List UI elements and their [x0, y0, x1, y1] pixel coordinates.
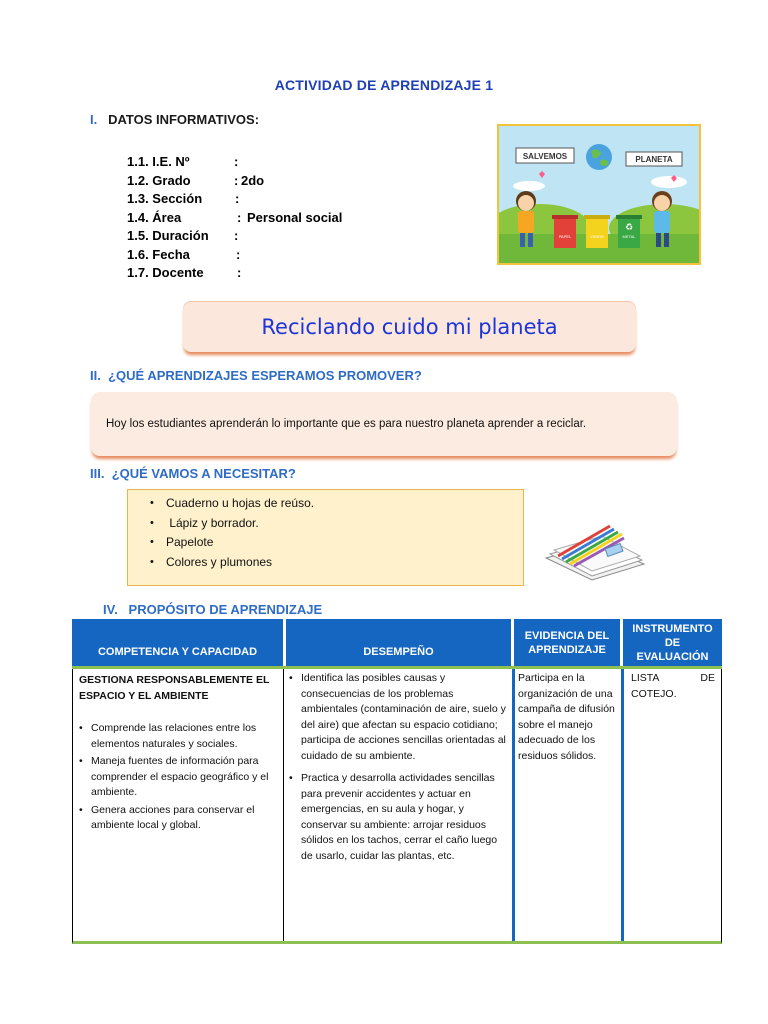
bullet: • — [150, 516, 154, 529]
info-label: 1.4. Área — [127, 209, 182, 225]
list-item — [79, 803, 279, 834]
cell-desempeno — [289, 671, 511, 943]
info-label: 1.7. Docente — [127, 265, 204, 280]
cell-competencia — [79, 673, 279, 945]
material-text: Cuaderno u hojas de reúso. — [166, 496, 315, 510]
bin-label-2: VIDRIO — [590, 234, 604, 239]
header-competencia: COMPETENCIA Y CAPACIDAD — [97, 645, 258, 658]
instrumento-line — [631, 671, 715, 687]
info-colon: : — [234, 228, 239, 243]
list-item — [289, 671, 511, 764]
section-3-number: III. — [90, 466, 105, 481]
bullet: • — [79, 803, 83, 816]
competencia-title: GESTIONA RESPONSABLEMENTE EL ESPACIO Y EL AMBIENTE — [79, 674, 270, 702]
list-item — [150, 553, 523, 573]
recycling-scene-svg — [499, 126, 699, 263]
info-colon: : — [234, 154, 239, 169]
info-colon: : — [237, 209, 242, 225]
instrumento-word: LISTA — [631, 672, 660, 684]
info-label: 1.6. Fecha — [127, 246, 190, 262]
instrumento-word: COTEJO. — [631, 687, 677, 700]
materials-box — [127, 489, 524, 586]
section-1-number: I. — [90, 112, 98, 127]
material-text: Colores y plumones — [166, 554, 273, 569]
desempeno-text: Practica y desarrolla actividades sencillas para prevenir accidentes y actuar en emergencias, en su aula y hogar, y conservar su ambiente: arrojar residuos sólidos en los tachos, cerrar el caño luego de usarlo, cuidar las plantas, etc. — [301, 772, 498, 862]
cell-instrumento — [631, 671, 715, 943]
capacidad-text: Maneja fuentes de información para comprender el espacio geográfico y el ambiente. — [91, 755, 269, 798]
header-instrumento: INSTRUMENTO DE EVALUACIÓN — [632, 623, 713, 663]
table-header-row — [72, 619, 722, 669]
cell-divider — [283, 669, 284, 941]
bullet: • — [150, 497, 154, 509]
learning-goal-box — [91, 392, 677, 456]
svg-text:♻: ♻ — [624, 223, 634, 233]
info-value: 2do — [241, 172, 265, 188]
document-title: ACTIVIDAD DE APRENDIZAJE 1 — [274, 77, 494, 93]
recycling-illustration — [497, 124, 701, 265]
info-colon: : — [234, 172, 239, 188]
section-2-number: II. — [90, 368, 101, 383]
bullet: • — [289, 672, 293, 684]
material-text: Lápiz y borrador. — [166, 515, 259, 530]
info-label: 1.2. Grado — [127, 172, 191, 188]
sign-right-text: PLANETA — [635, 155, 673, 164]
bullet: • — [289, 772, 293, 784]
section-3-label: ¿QUÉ VAMOS A NECESITAR? — [111, 466, 296, 481]
cell-evidencia: Participa en la organización de una campaña de difusión sobre el manejo adecuado de los residuos sólidos. — [518, 672, 615, 762]
section-2-label: ¿QUÉ APRENDIZAJES ESPERAMOS PROMOVER? — [108, 368, 422, 383]
list-item — [150, 514, 523, 534]
bin-label-3: METAL — [622, 234, 636, 239]
list-item — [150, 494, 523, 514]
section-4-label: PROPÓSITO DE APRENDIZAJE — [128, 602, 323, 617]
bin-label-1: PAPEL — [558, 234, 572, 239]
section-3-heading — [90, 466, 296, 481]
list-item — [79, 721, 279, 752]
instrumento-word: DE — [700, 672, 715, 684]
bullet: • — [79, 722, 83, 734]
lesson-title-banner: Reciclando cuido mi planeta — [183, 301, 636, 352]
capacidad-text: Genera acciones para conservar el ambiente local y global. — [91, 803, 255, 831]
sign-left-text: SALVEMOS — [522, 152, 568, 161]
purpose-table — [72, 619, 722, 944]
notebook-pencils-illustration — [540, 520, 648, 582]
section-2-heading — [90, 368, 422, 383]
info-colon: : — [235, 191, 240, 206]
list-item — [150, 533, 523, 553]
materials-list — [150, 494, 523, 572]
bullet: • — [79, 755, 83, 767]
list-item — [289, 771, 511, 864]
cell-divider — [512, 669, 515, 941]
section-4-number: IV. — [103, 602, 118, 617]
learning-goal-text: Hoy los estudiantes aprenderán lo importante que es para nuestro planeta aprender a reciclar. — [106, 418, 587, 430]
material-text: Papelote — [166, 535, 214, 549]
table-row — [72, 669, 722, 944]
bullet: • — [150, 536, 154, 548]
info-colon: : — [237, 265, 242, 280]
section-4-heading — [103, 602, 322, 617]
info-colon: : — [236, 246, 241, 262]
section-1-heading — [90, 112, 259, 127]
desempeno-text: Identifica las posibles causas y consecuencias de los problemas ambientales (contaminación de aire, suelo y del aire) que afectan su espacio cotidiano; participa de acciones sencillas orientadas al cuidado de su ambiente. — [301, 672, 506, 762]
info-label: 1.5. Duración — [127, 228, 209, 243]
header-evidencia: EVIDENCIA DEL APRENDIZAJE — [524, 629, 610, 656]
list-item — [79, 754, 279, 801]
info-label: 1.3. Sección — [127, 191, 203, 206]
notebook-svg — [540, 520, 648, 582]
section-1-label: DATOS INFORMATIVOS: — [108, 112, 260, 127]
info-value: Personal social — [247, 209, 343, 225]
info-label: 1.1. I.E. Nº — [127, 154, 190, 169]
header-desempeno: DESEMPEÑO — [363, 645, 434, 658]
capacidad-text: Comprende las relaciones entre los elementos naturales y sociales. — [91, 722, 257, 750]
bullet: • — [150, 555, 154, 568]
